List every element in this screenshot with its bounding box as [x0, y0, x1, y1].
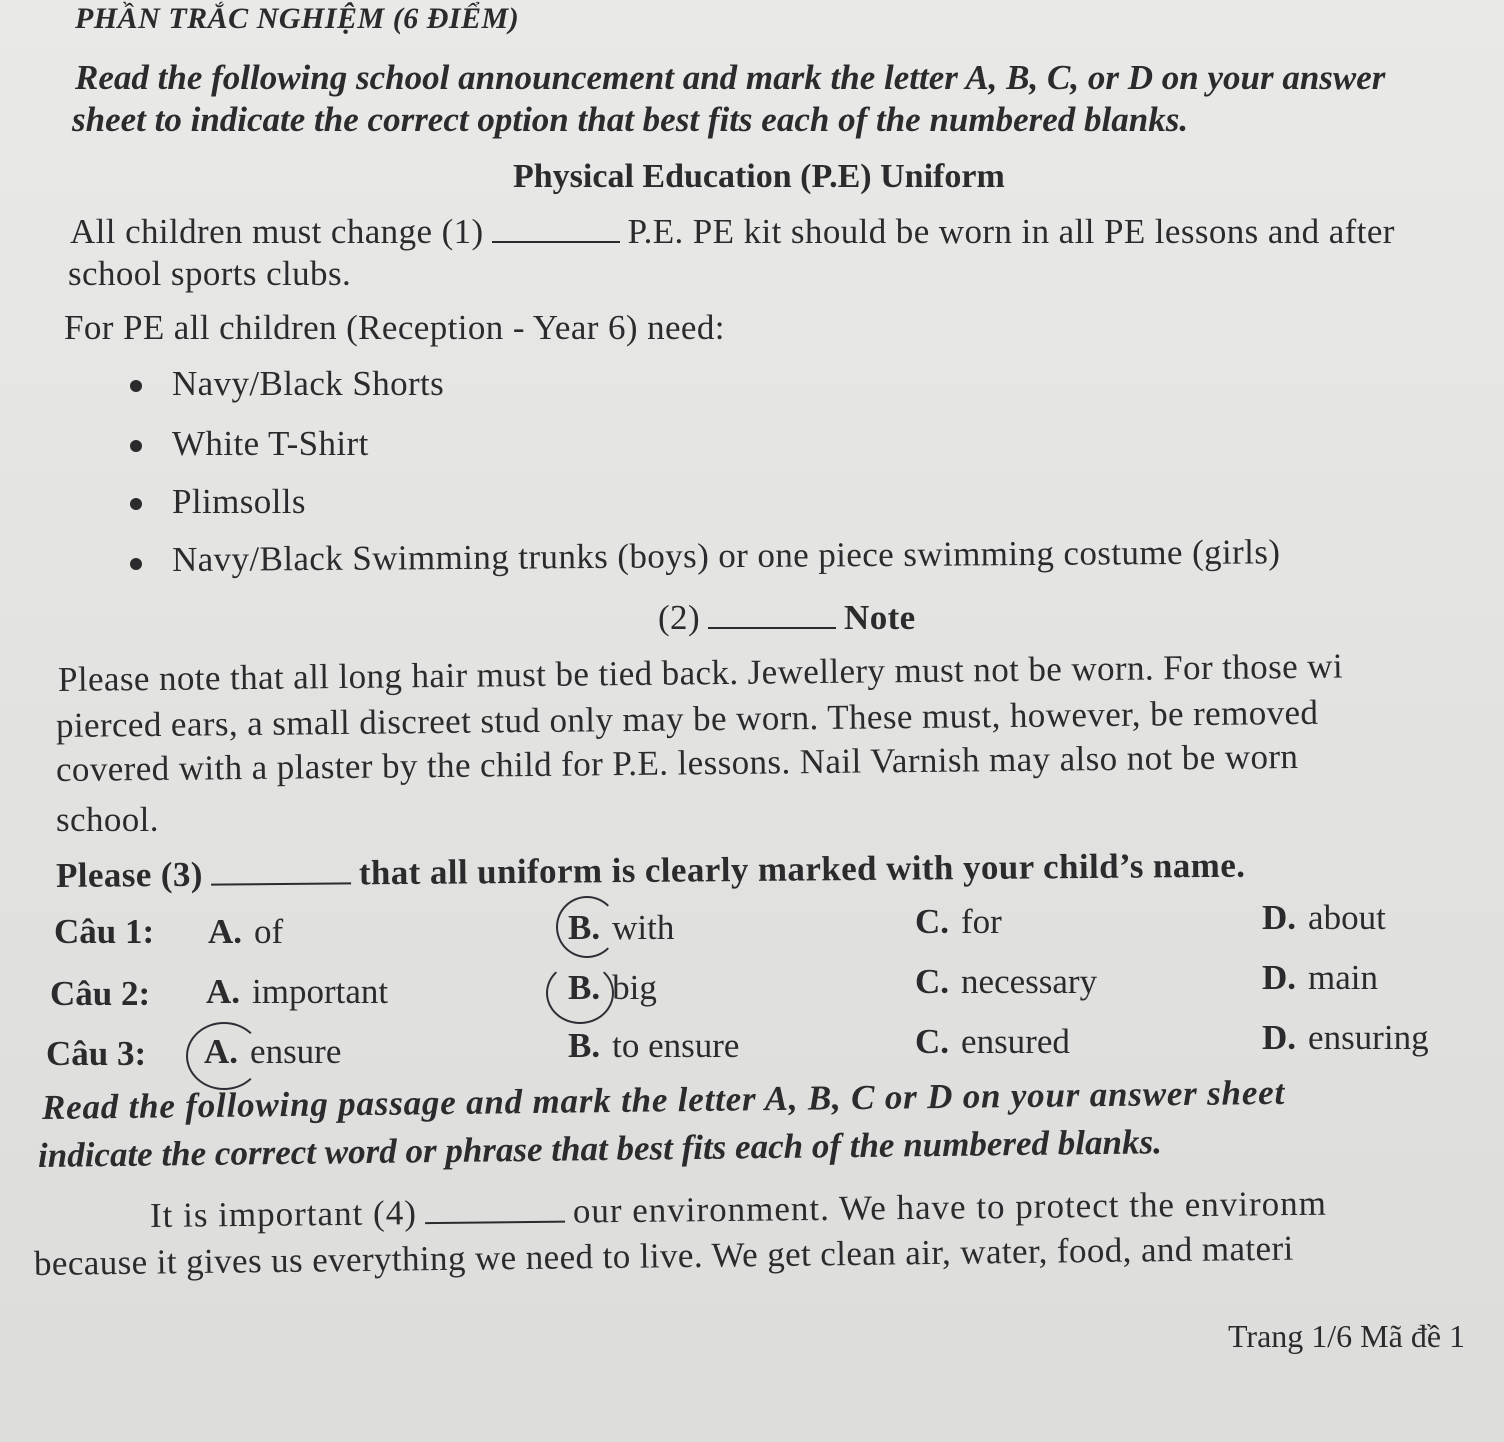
question-3-option-a[interactable]: A. ensure	[204, 1032, 342, 1071]
paragraph-2-line-1: Please note that all long hair must be tied back. Jewellery must not be worn. For those wi	[57, 646, 1344, 699]
paragraph-2-line-4: school.	[56, 800, 159, 839]
question-1-label: Câu 1:	[54, 912, 155, 951]
pen-circle-mark	[556, 896, 618, 958]
pen-circle-mark	[546, 962, 614, 1024]
list-item: Navy/Black Shorts	[172, 364, 445, 403]
paragraph-3-post-blank: that all uniform is clearly marked with your child’s name.	[358, 845, 1246, 893]
question-1-option-d[interactable]: D. about	[1262, 898, 1386, 937]
note-word: Note	[844, 598, 916, 637]
note-number: (2)	[658, 598, 701, 637]
question-3-label: Câu 3:	[46, 1034, 147, 1073]
blank-1	[492, 241, 620, 243]
blank-3	[211, 882, 351, 885]
bullet-icon	[130, 380, 142, 392]
note-heading	[658, 598, 916, 638]
question-3-option-d[interactable]: D. ensuring	[1262, 1018, 1429, 1057]
paragraph-1-line-2: school sports clubs.	[68, 254, 352, 293]
question-2-option-a[interactable]: A. important	[206, 972, 389, 1011]
paragraph-1-post-blank: P.E. PE kit should be worn in all PE lessons and after	[627, 212, 1395, 251]
question-2-option-c[interactable]: C. necessary	[915, 962, 1098, 1001]
list-item: Navy/Black Swimming trunks (boys) or one piece swimming costume (girls)	[171, 532, 1281, 579]
list-intro: For PE all children (Reception - Year 6) need:	[64, 308, 725, 347]
paragraph-3	[56, 846, 1246, 896]
instruction-2-line-2: indicate the correct word or phrase that best fits each of the numbered blanks.	[37, 1122, 1163, 1175]
question-1-option-c[interactable]: C. for	[915, 902, 1002, 941]
question-2-label: Câu 2:	[50, 974, 151, 1013]
instruction-2-line-1: Read the following passage and mark the letter A, B, C or D on your answer sheet	[41, 1072, 1286, 1127]
passage-line-1	[150, 1184, 1327, 1236]
bullet-icon	[130, 440, 142, 452]
blank-2	[708, 627, 836, 629]
announcement-title: Physical Education (P.E) Uniform	[513, 158, 1005, 195]
instruction-1-line-2: sheet to indicate the correct option that best fits each of the numbered blanks.	[72, 100, 1189, 139]
paragraph-3-pre-blank: Please (3)	[55, 854, 204, 895]
question-2-option-b[interactable]: B. big	[568, 968, 657, 1007]
bullet-icon	[130, 558, 142, 570]
question-2-option-d[interactable]: D. main	[1262, 958, 1379, 997]
paragraph-1-line-1	[70, 212, 1395, 252]
list-item: Plimsolls	[172, 482, 306, 521]
bullet-icon	[130, 498, 142, 510]
passage-pre-blank: It is important (4)	[149, 1193, 418, 1235]
question-1-option-a[interactable]: A. of	[208, 912, 284, 951]
section-heading: PHẦN TRẮC NGHIỆM (6 ĐIỂM)	[75, 2, 520, 35]
paragraph-1-pre-blank: All children must change (1)	[70, 212, 484, 251]
question-3-option-b[interactable]: B. to ensure	[568, 1026, 740, 1065]
passage-line-2: because it gives us everything we need to live. We get clean air, water, food, and materi	[33, 1228, 1294, 1283]
paragraph-2-line-3: covered with a plaster by the child for P.E. lessons. Nail Varnish may also not be worn	[55, 736, 1299, 789]
question-3-option-c[interactable]: C. ensured	[915, 1022, 1070, 1061]
blank-4	[425, 1221, 565, 1224]
instruction-1-line-1: Read the following school announcement and mark the letter A, B, C, or D on your answer	[75, 58, 1386, 97]
passage-post-blank: our environment. We have to protect the environm	[572, 1183, 1328, 1231]
pen-circle-mark	[186, 1022, 262, 1090]
page-footer: Trang 1/6 Mã đề 1	[1228, 1318, 1466, 1354]
question-1-option-b[interactable]: B. with	[568, 908, 675, 947]
list-item: White T-Shirt	[172, 424, 369, 463]
paragraph-2-line-2: pierced ears, a small discreet stud only may be worn. These must, however, be removed	[55, 692, 1319, 745]
